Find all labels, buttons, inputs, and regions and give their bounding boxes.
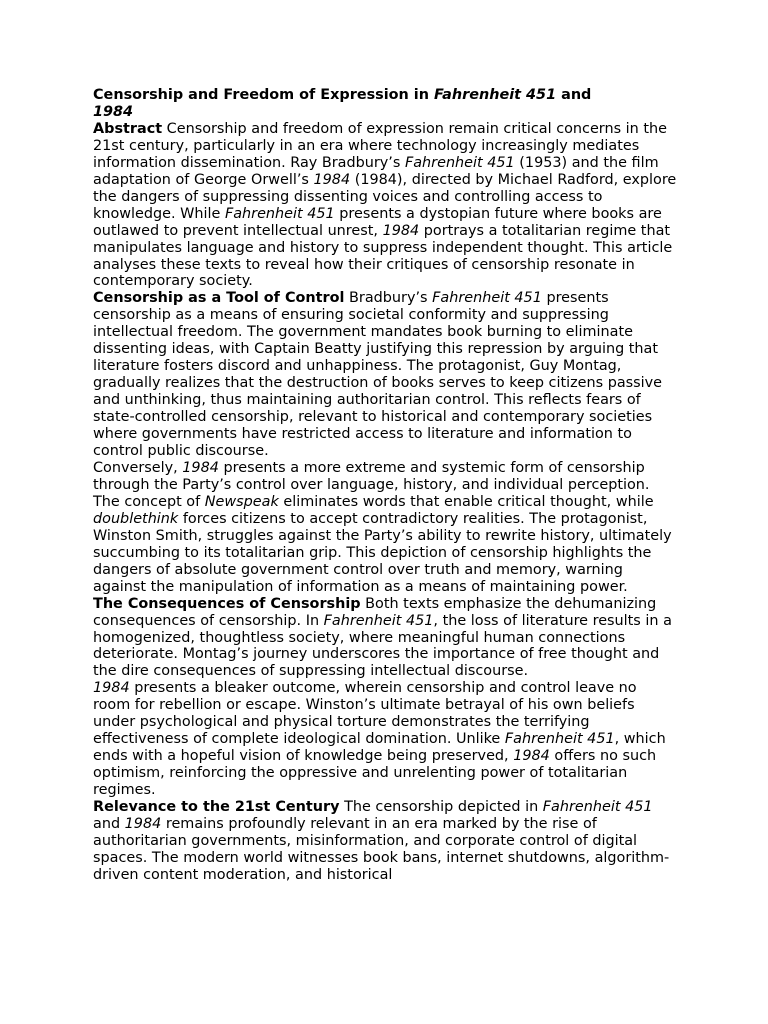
abstract-paragraph	[93, 121, 678, 291]
section1-p2-text-1: Conversely,	[93, 459, 183, 476]
section2-p2-italic-1: 1984	[93, 680, 130, 697]
abstract-heading: Abstract	[93, 120, 163, 137]
abstract-italic-1: Fahrenheit 451	[404, 154, 515, 171]
abstract-text-4: presents a dystopian future where books are outlawed to prevent intellectual unrest,	[93, 205, 662, 239]
section1-p2-italic-1: 1984	[182, 459, 219, 476]
section1-p2-text-3: eliminates words that enable critical thought, while	[278, 493, 654, 510]
abstract-text-3: (1984), directed by Michael Radford, explore the dangers of suppressing dissenting voices and controlling access to knowledge. While	[93, 171, 677, 222]
section2-p2-text-3: offers no such optimism, reinforcing the oppressive and unrelenting power of totalitarian regimes.	[93, 748, 657, 799]
section2-p1-text-2: , the loss of literature results in a homogenized, thoughtless society, where meaningful human connections deteriorate. Montag’s journey underscores the importance of free thought and the dire consequences of suppressing intellectual discourse.	[93, 612, 672, 680]
section2-p2-italic-2: Fahrenheit 451	[504, 731, 615, 748]
section1-p2-text-4: forces citizens to accept contradictory realities. The protagonist, Winston Smith, struggles against the Party’s ability to rewrite history, ultimately succumbing to its totalitarian grip. This depiction of censorship highlights the dangers of absolute government control over truth and memory, warning against the manipulation of information as a means of maintaining power.	[93, 510, 672, 595]
section2-p2-text-1: presents a bleaker outcome, wherein censorship and control leave no room for rebellion or escape. Winston’s ultimate betrayal of his own beliefs under psychological and physical torture demonstrates the terrifying effectiveness of complete ideological domination. Unlike	[93, 680, 637, 748]
section3-p1-italic-1: Fahrenheit 451	[542, 799, 653, 816]
section1-paragraph-1	[93, 290, 678, 460]
section1-p2-italic-2: Newspeak	[204, 493, 279, 510]
section1-p2-text-2: presents a more extreme and systemic form of censorship through the Party’s control over language, history, and individual perception. The concept of	[93, 459, 650, 510]
section1-p1-text-2: presents censorship as a means of ensuring societal conformity and suppressing intellectual freedom. The government mandates book burning to eliminate dissenting ideas, with Captain Beatty justifying this repression by arguing that literature fosters discord and unhappiness. The protagonist, Guy Montag, gradually realizes that the destruction of books serves to keep citizens passive and unthinking, thus maintaining authoritarian control. This reflects fears of state-controlled censorship, relevant to historical and contemporary societies where governments have restricted access to literature and information to control public discourse.	[93, 290, 663, 460]
section2-p2-text-2: , which ends with a hopeful vision of knowledge being preserved,	[93, 731, 666, 765]
section2-p2-italic-3: 1984	[513, 748, 550, 765]
section1-p1-italic-1: Fahrenheit 451	[432, 290, 542, 307]
section2-paragraph-2	[93, 680, 678, 799]
title-italic-film: 1984	[93, 103, 134, 120]
section3-p1-italic-2: 1984	[124, 815, 162, 832]
section2-paragraph-1	[93, 596, 678, 681]
title-italic-book: Fahrenheit 451	[433, 87, 557, 103]
abstract-italic-4: 1984	[382, 222, 420, 239]
abstract-text-5: portrays a totalitarian regime that manipulates language and history to suppress independent thought. This article analyses these texts to reveal how their critiques of censorship resonate in contemporary society.	[93, 222, 673, 290]
section2-heading: The Consequences of Censorship	[93, 595, 361, 612]
section2-p1-text-1: Both texts emphasize the dehumanizing consequences of censorship. In	[93, 595, 657, 629]
section1-p1-text-1: Bradbury’s	[344, 290, 433, 307]
abstract-text-1: Censorship and freedom of expression remain critical concerns in the 21st century, particularly in an era where technology increasingly mediates information dissemination. Ray Bradbury’s	[93, 120, 667, 171]
section3-heading: Relevance to the 21st Century	[93, 799, 340, 816]
abstract-italic-2: 1984	[313, 171, 351, 188]
section3-p1-text-2: and	[93, 815, 125, 832]
section1-p2-italic-3: doublethink	[93, 510, 179, 527]
abstract-text-2: (1953) and the film adaptation of George Orwell’s	[93, 154, 659, 188]
section3-paragraph-1	[93, 799, 678, 884]
section1-heading: Censorship as a Tool of Control	[93, 290, 345, 307]
title-text-and: and	[556, 87, 592, 103]
abstract-italic-3: Fahrenheit 451	[224, 205, 335, 222]
title-text: Censorship and Freedom of Expression in	[93, 87, 434, 103]
section1-paragraph-2	[93, 460, 678, 596]
section3-p1-text-1: The censorship depicted in	[339, 799, 543, 816]
section2-p1-italic-1: Fahrenheit 451	[323, 612, 434, 629]
section3-p1-text-3: remains profoundly relevant in an era marked by the rise of authoritarian governments, misinformation, and corporate control of digital spaces. The modern world witnesses book bans, internet shutdowns, algorithm-driven content moderation, and historical	[93, 815, 670, 883]
document-title	[93, 87, 678, 121]
